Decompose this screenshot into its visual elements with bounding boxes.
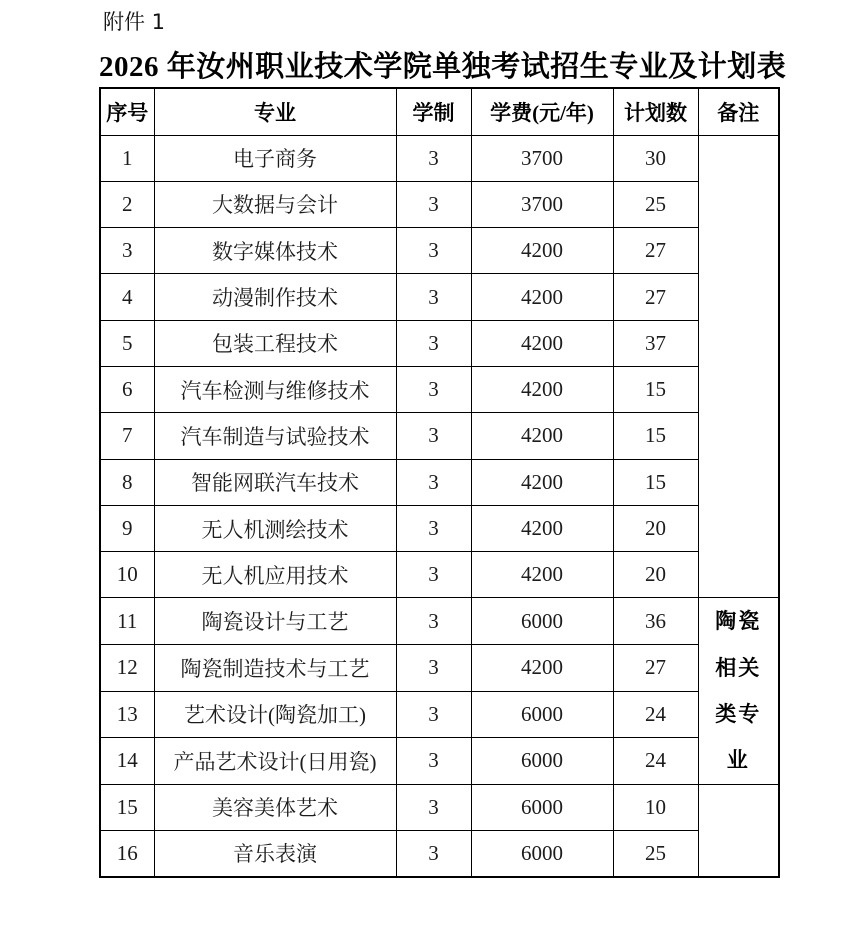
cell-major: 动漫制作技术 xyxy=(154,274,396,320)
cell-duration: 3 xyxy=(396,228,471,274)
cell-index: 5 xyxy=(100,320,154,366)
cell-plan: 15 xyxy=(613,459,698,505)
cell-major: 陶瓷制造技术与工艺 xyxy=(154,645,396,692)
cell-tuition: 6000 xyxy=(471,784,613,830)
table-row xyxy=(100,274,779,320)
cell-duration: 3 xyxy=(396,413,471,459)
cell-duration: 3 xyxy=(396,784,471,830)
cell-plan: 20 xyxy=(613,552,698,598)
cell-tuition: 4200 xyxy=(471,413,613,459)
cell-plan: 25 xyxy=(613,181,698,227)
cell-major: 音乐表演 xyxy=(154,830,396,876)
remark-text: 陶瓷相关类专业 xyxy=(715,609,762,773)
table-row xyxy=(100,320,779,366)
cell-major: 美容美体艺术 xyxy=(154,784,396,830)
cell-major: 包装工程技术 xyxy=(154,320,396,366)
enrollment-plan-table xyxy=(99,87,780,878)
cell-duration: 3 xyxy=(396,459,471,505)
table-row xyxy=(100,181,779,227)
cell-tuition: 4200 xyxy=(471,645,613,692)
table-row xyxy=(100,784,779,830)
cell-major: 产品艺术设计(日用瓷) xyxy=(154,738,396,785)
table-row xyxy=(100,738,779,785)
cell-tuition: 3700 xyxy=(471,181,613,227)
cell-plan: 25 xyxy=(613,830,698,876)
cell-plan: 27 xyxy=(613,228,698,274)
cell-duration: 3 xyxy=(396,830,471,876)
cell-major: 智能网联汽车技术 xyxy=(154,459,396,505)
header-tuition: 学费(元/年) xyxy=(471,88,613,135)
cell-duration: 3 xyxy=(396,738,471,785)
cell-remark xyxy=(698,598,779,784)
cell-plan: 10 xyxy=(613,784,698,830)
cell-index: 14 xyxy=(100,738,154,785)
table-row xyxy=(100,366,779,412)
header-major: 专业 xyxy=(154,88,396,135)
table-row xyxy=(100,552,779,598)
table-body xyxy=(100,135,779,877)
cell-tuition: 4200 xyxy=(471,228,613,274)
cell-plan: 36 xyxy=(613,598,698,645)
cell-tuition: 4200 xyxy=(471,320,613,366)
cell-major: 艺术设计(陶瓷加工) xyxy=(154,691,396,738)
cell-plan: 24 xyxy=(613,738,698,785)
cell-tuition: 4200 xyxy=(471,366,613,412)
cell-duration: 3 xyxy=(396,645,471,692)
cell-index: 3 xyxy=(100,228,154,274)
cell-tuition: 4200 xyxy=(471,505,613,551)
cell-index: 10 xyxy=(100,552,154,598)
cell-duration: 3 xyxy=(396,691,471,738)
cell-tuition: 4200 xyxy=(471,459,613,505)
header-index: 序号 xyxy=(100,88,154,135)
table-row xyxy=(100,413,779,459)
cell-tuition: 4200 xyxy=(471,274,613,320)
cell-index: 13 xyxy=(100,691,154,738)
cell-index: 4 xyxy=(100,274,154,320)
cell-major: 数字媒体技术 xyxy=(154,228,396,274)
table-header xyxy=(100,88,779,135)
cell-major: 无人机测绘技术 xyxy=(154,505,396,551)
table-row xyxy=(100,598,779,645)
cell-major: 电子商务 xyxy=(154,135,396,181)
cell-duration: 3 xyxy=(396,181,471,227)
cell-index: 6 xyxy=(100,366,154,412)
cell-tuition: 6000 xyxy=(471,691,613,738)
header-row xyxy=(100,88,779,135)
table-row xyxy=(100,691,779,738)
cell-duration: 3 xyxy=(396,135,471,181)
cell-major: 陶瓷设计与工艺 xyxy=(154,598,396,645)
cell-plan: 24 xyxy=(613,691,698,738)
cell-tuition: 6000 xyxy=(471,598,613,645)
cell-plan: 27 xyxy=(613,645,698,692)
cell-duration: 3 xyxy=(396,320,471,366)
cell-duration: 3 xyxy=(396,274,471,320)
cell-index: 7 xyxy=(100,413,154,459)
cell-index: 9 xyxy=(100,505,154,551)
header-remark: 备注 xyxy=(698,88,779,135)
cell-plan: 15 xyxy=(613,366,698,412)
cell-remark xyxy=(698,784,779,877)
cell-index: 8 xyxy=(100,459,154,505)
table-row xyxy=(100,228,779,274)
cell-tuition: 6000 xyxy=(471,830,613,876)
cell-major: 大数据与会计 xyxy=(154,181,396,227)
cell-duration: 3 xyxy=(396,505,471,551)
table-row xyxy=(100,459,779,505)
cell-major: 汽车检测与维修技术 xyxy=(154,366,396,412)
cell-duration: 3 xyxy=(396,366,471,412)
cell-plan: 20 xyxy=(613,505,698,551)
page-title: 2026 年汝州职业技术学院单独考试招生专业及计划表 xyxy=(99,51,787,83)
cell-tuition: 3700 xyxy=(471,135,613,181)
table-row xyxy=(100,830,779,876)
cell-index: 15 xyxy=(100,784,154,830)
cell-index: 12 xyxy=(100,645,154,692)
table-row xyxy=(100,135,779,181)
header-duration: 学制 xyxy=(396,88,471,135)
cell-tuition: 4200 xyxy=(471,552,613,598)
cell-duration: 3 xyxy=(396,598,471,645)
attachment-label: 附件 1 xyxy=(103,10,166,34)
cell-index: 16 xyxy=(100,830,154,876)
cell-index: 1 xyxy=(100,135,154,181)
table-row xyxy=(100,645,779,692)
cell-major: 无人机应用技术 xyxy=(154,552,396,598)
cell-plan: 27 xyxy=(613,274,698,320)
cell-duration: 3 xyxy=(396,552,471,598)
cell-major: 汽车制造与试验技术 xyxy=(154,413,396,459)
cell-tuition: 6000 xyxy=(471,738,613,785)
cell-index: 2 xyxy=(100,181,154,227)
cell-plan: 37 xyxy=(613,320,698,366)
header-plan: 计划数 xyxy=(613,88,698,135)
table-row xyxy=(100,505,779,551)
cell-plan: 15 xyxy=(613,413,698,459)
cell-index: 11 xyxy=(100,598,154,645)
cell-plan: 30 xyxy=(613,135,698,181)
cell-remark xyxy=(698,135,779,598)
